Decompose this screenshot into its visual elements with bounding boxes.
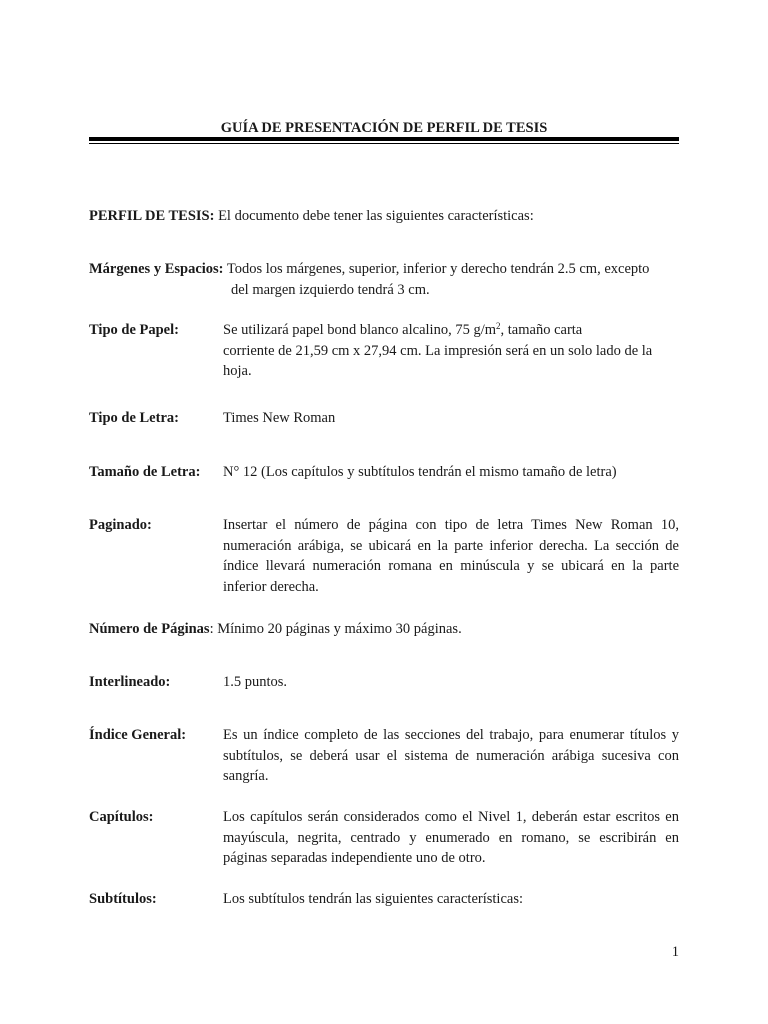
paginado-section [89,515,679,599]
papel-text-pre: Se utilizará papel bond blanco alcalino, 75 g/m [223,322,497,338]
capitulos-text: Los capítulos serán considerados como el Nivel 1, deberán estar escritos en mayúscula, negrita, centrado y enumerado en romano, se escribirán en páginas separadas independiente uno de otro. [223,809,679,866]
papel-label: Tipo de Papel: [89,322,179,338]
perfil-label: PERFIL DE TESIS: [89,208,215,224]
interlineado-section [89,672,679,693]
margenes-text-line2: del margen izquierdo tendrá 3 cm. [231,281,430,298]
perfil-section [89,206,679,227]
capitulos-label: Capítulos: [89,809,154,825]
papel-text [223,320,679,382]
indice-section [89,725,679,788]
paginado-label: Paginado: [89,517,152,533]
capitulos-section [89,807,679,870]
indice-label: Índice General: [89,727,187,743]
margenes-text-line1: Todos los márgenes, superior, inferior y derecho tendrán 2.5 cm, excepto [223,261,650,277]
page-number: 1 [671,944,679,960]
papel-text-line2: corriente de 21,59 cm x 27,94 cm. La impresión será en un solo lado de la [223,342,653,359]
title-rule-thick [89,137,679,141]
paginado-text: Insertar el número de página con tipo de letra Times New Roman 10, numeración arábiga, se ubicará en la parte inferior derecha. La sección de índice llevará numeración romana en minúscula y se ubicará en la parte inferior derecha. [223,517,679,595]
page-title: GUÍA DE PRESENTACIÓN DE PERFIL DE TESIS [220,120,548,136]
papel-text-post: , tamaño carta [500,322,583,338]
numero-section [89,619,679,640]
letra-label: Tipo de Letra: [89,410,179,426]
margenes-section [89,259,679,300]
interlineado-text: 1.5 puntos. [223,674,288,690]
margenes-label: Márgenes y Espacios: [89,261,224,277]
subtitulos-text: Los subtítulos tendrán las siguientes características: [223,891,523,907]
subtitulos-section [89,889,679,910]
tamano-label: Tamaño de Letra: [89,464,201,480]
tamano-section [89,462,679,483]
title-rule-thin [89,143,679,144]
letra-section [89,408,679,429]
letra-text: Times New Roman [223,410,336,426]
interlineado-label: Interlineado: [89,674,171,690]
papel-text-line1 [223,322,582,338]
papel-section [89,320,679,382]
perfil-text: El documento debe tener las siguientes características: [214,208,534,224]
subtitulos-label: Subtítulos: [89,891,157,907]
papel-superscript: 2 [496,321,501,331]
papel-text-line3: hoja. [223,363,252,379]
numero-label: Número de Páginas [89,621,210,637]
tamano-text: N° 12 (Los capítulos y subtítulos tendrán el mismo tamaño de letra) [223,464,617,480]
numero-text: : Mínimo 20 páginas y máximo 30 páginas. [209,621,462,637]
indice-text: Es un índice completo de las secciones del trabajo, para enumerar títulos y subtítulos, se deberá usar el sistema de numeración arábiga sucesiva con sangría. [223,727,679,784]
